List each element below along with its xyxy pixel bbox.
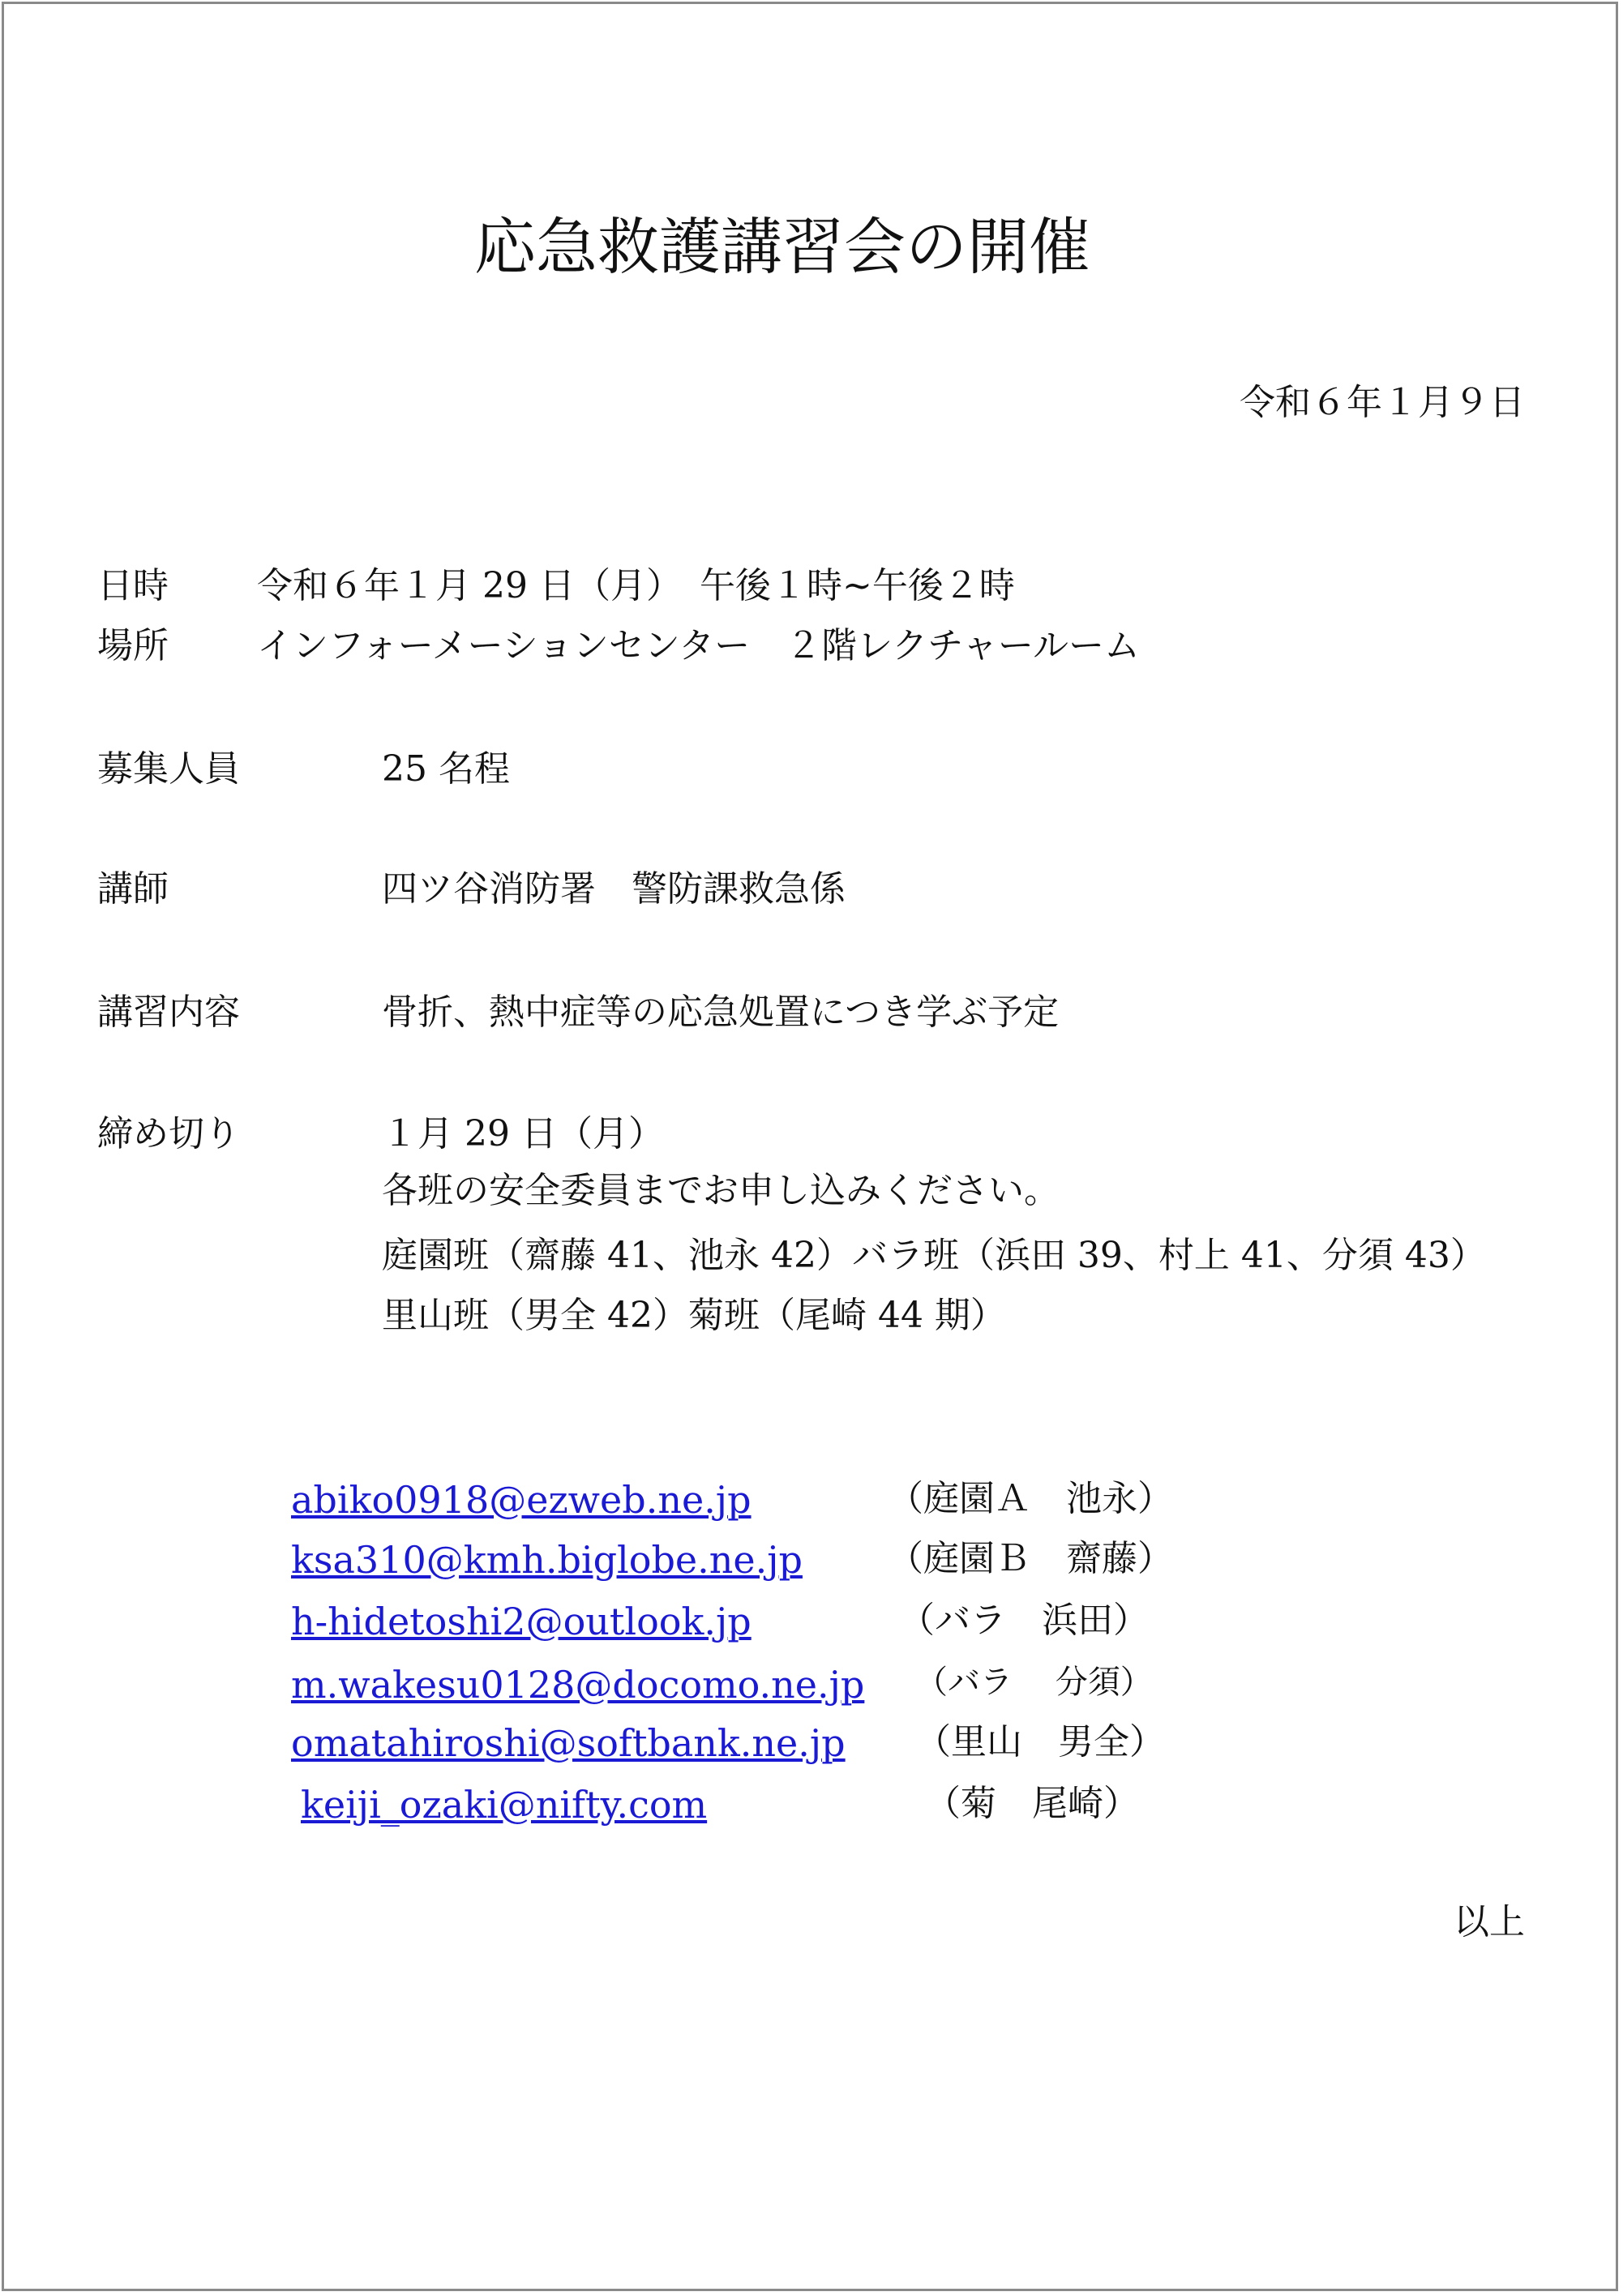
row-value-content: 骨折、熱中症等の応急処置につき学ぶ予定 [382,992,1060,1033]
row-label-content: 講習内容 [97,992,240,1033]
deadline-line-teams-2: 里山班（男全 42）菊班（尾崎 44 期） [382,1295,1006,1336]
contact-name: （里山 男全） [915,1721,1165,1763]
contact-email-link[interactable]: keiji_ozaki@nifty.com [301,1783,708,1827]
row-label-instructor: 講師 [97,868,169,910]
contact-email-link[interactable]: omatahiroshi@softbank.ne.jp [291,1721,846,1765]
row-label-datetime: 日時 [97,565,169,606]
contact-name: （菊 尾崎） [925,1783,1139,1824]
contact-email-link[interactable]: m.wakesu0128@docomo.ne.jp [291,1663,865,1707]
closing-mark: 以上 [1454,1901,1525,1943]
row-label-deadline: 締め切り [97,1113,240,1154]
contact-name: （バラ 分須） [915,1664,1153,1701]
contact-email-link[interactable]: abiko0918@ezweb.ne.jp [291,1478,752,1522]
row-label-capacity: 募集人員 [97,748,240,790]
row-value-deadline: １月 29 日（月） [382,1113,664,1154]
deadline-line-apply: 各班の安全委員までお申し込みください。 [382,1170,1060,1211]
contact-name: （バラ 浜田） [899,1600,1149,1641]
contact-email-link[interactable]: ksa310@kmh.biglobe.ne.jp [291,1538,803,1582]
deadline-line-teams-1: 庭園班（齋藤 41、池永 42）バラ班（浜田 39、村上 41、分須 43） [382,1235,1486,1276]
document-page [2,2,1618,2291]
row-value-instructor: 四ツ谷消防署 警防課救急係 [382,868,846,910]
contact-name: （庭園Ｂ 齋藤） [888,1538,1173,1579]
row-label-place: 場所 [97,625,169,666]
row-value-place: インフォーメーションセンター ２階レクチャールーム [257,625,1140,666]
contact-name: （庭園Ａ 池永） [888,1478,1173,1519]
page-title: 応急救護講習会の開催 [474,211,1090,283]
row-value-capacity: 25 名程 [382,748,510,790]
contact-email-link[interactable]: h-hidetoshi2@outlook.jp [291,1600,752,1643]
row-value-datetime: 令和６年１月 29 日（月） 午後１時~午後２時 [257,565,1015,606]
issue-date: 令和６年１月９日 [1240,382,1525,423]
